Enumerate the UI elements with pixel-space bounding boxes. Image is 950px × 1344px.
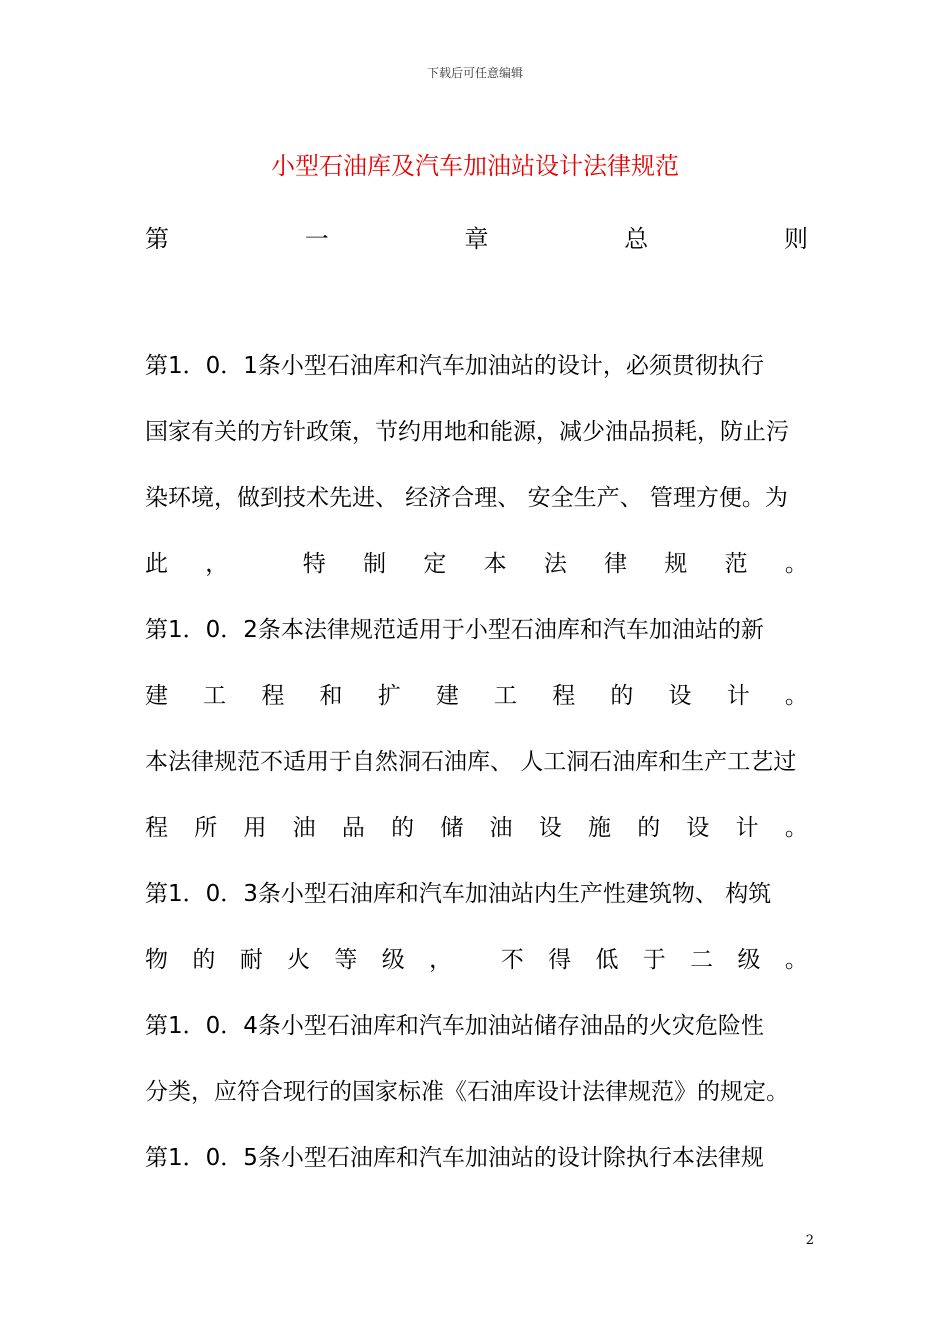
body-char: 建 xyxy=(435,683,459,709)
body-char: 工 xyxy=(203,683,227,709)
body-char: 和 xyxy=(319,683,343,709)
body-char: 工 xyxy=(494,683,518,709)
body-line xyxy=(145,806,808,872)
page-number: 2 xyxy=(805,1233,814,1248)
body-line xyxy=(145,938,808,1004)
body-char: 的 xyxy=(192,947,216,973)
body-char: 设 xyxy=(538,815,562,841)
body-char: 不 xyxy=(500,947,524,973)
chapter-char: 第 xyxy=(145,224,169,253)
body-char: 。 xyxy=(784,683,808,709)
body-text xyxy=(145,344,808,1202)
body-char: 物 xyxy=(145,947,168,973)
body-char: 律 xyxy=(604,551,628,577)
body-char: 此 xyxy=(145,551,168,577)
body-line-text: 第1．0．3条小型石油库和汽车加油站内生产性建筑物、 构筑 xyxy=(145,881,772,907)
body-char: 施 xyxy=(587,815,611,841)
body-line-text: 国家有关的方针政策，节约用地和能源，减少油品损耗，防止污 xyxy=(145,419,789,445)
chapter-char: 章 xyxy=(464,224,489,253)
body-char: 二 xyxy=(690,947,714,973)
body-char: 用 xyxy=(243,815,267,841)
body-char: 扩 xyxy=(377,683,401,709)
chapter-char: 一 xyxy=(304,224,329,253)
body-char: 定 xyxy=(423,551,447,577)
header-note: 下载后可任意编辑 xyxy=(426,66,523,80)
body-line xyxy=(145,674,808,740)
body-line xyxy=(145,872,808,938)
body-char: 程 xyxy=(552,683,576,709)
body-line-text: 本法律规范不适用于自然洞石油库、 人工洞石油库和生产工艺过 xyxy=(145,749,797,775)
body-char: 火 xyxy=(287,947,311,973)
body-char: 。 xyxy=(784,815,808,841)
body-char: 法 xyxy=(543,551,567,577)
body-char: 品 xyxy=(341,815,365,841)
body-char: 级 xyxy=(381,947,405,973)
body-char: ， xyxy=(429,947,453,973)
body-line-text: 分类，应符合现行的国家标准《石油库设计法律规范》的规定。 xyxy=(145,1079,789,1105)
chapter-char: 总 xyxy=(624,224,649,253)
body-char: 程 xyxy=(145,815,168,841)
body-char: 建 xyxy=(145,683,168,709)
body-char: ， xyxy=(205,551,229,577)
body-char: 储 xyxy=(440,815,464,841)
body-char: 所 xyxy=(194,815,218,841)
body-char: 计 xyxy=(735,815,759,841)
body-line xyxy=(145,1004,808,1070)
body-char: 计 xyxy=(726,683,750,709)
body-line xyxy=(145,1070,808,1136)
body-line xyxy=(145,410,808,476)
body-line-text: 第1．0．1条小型石油库和汽车加油站的设计，必须贯彻执行 xyxy=(145,353,764,379)
body-line xyxy=(145,542,808,608)
body-char: 。 xyxy=(784,947,808,973)
body-char: 的 xyxy=(391,815,415,841)
body-char: 耐 xyxy=(239,947,263,973)
body-char: 低 xyxy=(595,947,619,973)
body-char: 规 xyxy=(664,551,688,577)
body-char: 制 xyxy=(363,551,387,577)
body-char: 得 xyxy=(548,947,572,973)
body-char: 的 xyxy=(637,815,661,841)
body-char: 程 xyxy=(261,683,285,709)
body-char: 等 xyxy=(334,947,358,973)
body-char: 级 xyxy=(737,947,761,973)
body-line xyxy=(145,1136,808,1202)
body-line-text: 第1．0．5条小型石油库和汽车加油站的设计除执行本法律规 xyxy=(145,1145,764,1171)
body-char: 范 xyxy=(724,551,748,577)
body-char: 油 xyxy=(489,815,513,841)
body-line-text: 第1．0．2条本法律规范适用于小型石油库和汽车加油站的新 xyxy=(145,617,764,643)
body-char: 于 xyxy=(642,947,666,973)
body-line-text: 染环境，做到技术先进、 经济合理、 安全生产、 管理方便。为 xyxy=(145,485,788,511)
chapter-char: 则 xyxy=(784,224,808,253)
body-char: 设 xyxy=(668,683,692,709)
body-char: 油 xyxy=(292,815,316,841)
body-line xyxy=(145,608,808,674)
body-char: 本 xyxy=(483,551,507,577)
body-line xyxy=(145,740,808,806)
body-char: 的 xyxy=(610,683,634,709)
body-line-text: 第1．0．4条小型石油库和汽车加油站储存油品的火灾危险性 xyxy=(145,1013,764,1039)
body-char: 。 xyxy=(784,551,808,577)
body-line xyxy=(145,344,808,410)
body-char: 特 xyxy=(302,551,326,577)
document-title: 小型石油库及汽车加油站设计法律规范 xyxy=(271,152,679,180)
body-char: 设 xyxy=(686,815,710,841)
chapter-heading xyxy=(145,218,808,254)
body-line xyxy=(145,476,808,542)
